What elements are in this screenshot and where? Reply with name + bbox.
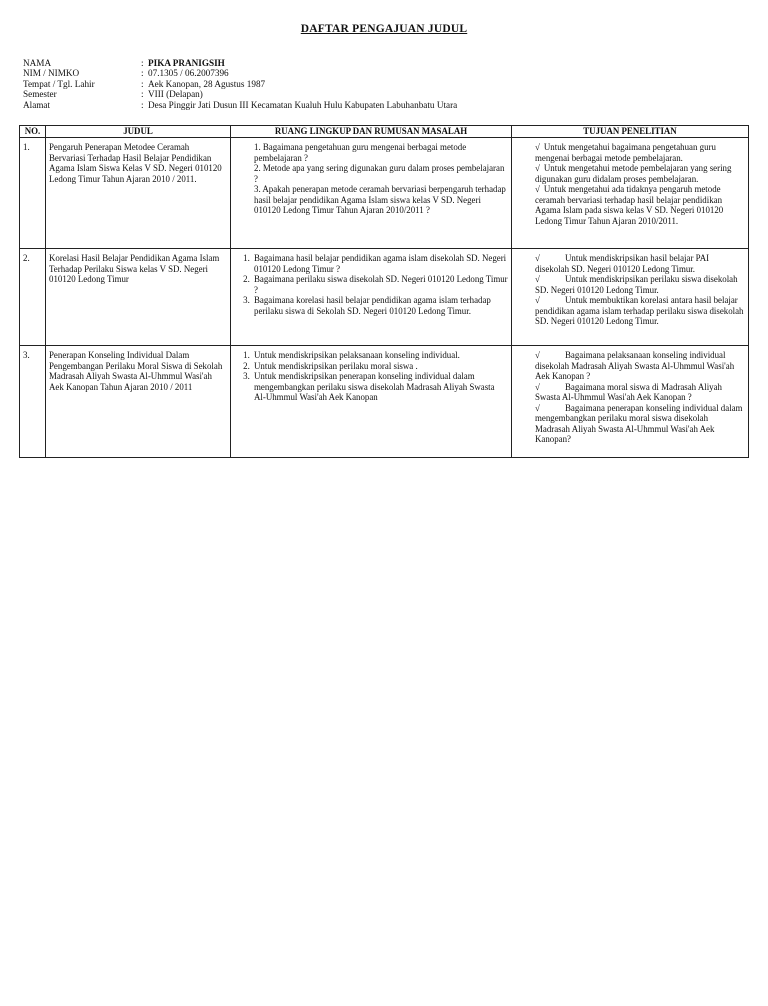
info-value-nim: 07.1305 / 06.2007396 [148, 68, 229, 79]
row-ruang-lingkup [231, 249, 512, 346]
table-row [20, 346, 749, 458]
check-icon: √ [535, 350, 540, 360]
check-icon: √ [535, 163, 540, 173]
row-tujuan [512, 346, 749, 458]
student-info [23, 58, 457, 110]
check-icon: √ [535, 381, 540, 392]
row-tujuan [512, 249, 749, 346]
title-submission-table [19, 125, 749, 458]
info-colon: : [141, 89, 144, 100]
tujuan-item: √ Bagaimana moral siswa di Madrasah Aliyah Swasta Al-Uhmmul Wasi'ah Aek Kanopan ? [535, 381, 722, 402]
check-icon: √ [535, 274, 540, 284]
info-label: Semester [23, 89, 57, 100]
row-number: 3. [20, 346, 46, 458]
check-icon: √ [535, 295, 540, 305]
info-colon: : [141, 78, 144, 89]
header-tujuan: TUJUAN PENELITIAN [512, 126, 749, 138]
info-colon: : [141, 99, 144, 110]
info-row-nim [23, 68, 457, 78]
info-colon: : [141, 58, 144, 68]
info-value-name: PIKA PRANIGSIH [148, 58, 225, 68]
info-label: NAMA [23, 58, 52, 68]
row-judul: Korelasi Hasil Belajar Pendidikan Agama Islam Terhadap Perilaku Siswa kelas V SD. Negeri 010120 Ledong Timur [46, 249, 231, 346]
info-row-birth [23, 79, 457, 89]
header-ruang-lingkup: RUANG LINGKUP DAN RUMUSAN MASALAH [231, 126, 512, 138]
row-ruang-lingkup [231, 138, 512, 249]
tujuan-item: √ Untuk mengetahui bagaimana pengetahuan guru mengenai berbagai metode pembelajaran. [535, 142, 716, 163]
header-no: NO. [20, 126, 46, 138]
ruang-list [234, 253, 508, 316]
info-row-semester [23, 89, 457, 99]
row-number: 1. [20, 138, 46, 249]
ruang-item: 1. Bagaimana pengetahuan guru mengenai berbagai metode pembelajaran ? [254, 142, 467, 163]
table-row [20, 138, 749, 249]
row-judul: Pengaruh Penerapan Metodee Ceramah Bervariasi Terhadap Hasil Belajar Pendidikan Agama Islam Siswa Kelas V SD. Negeri 010120 Ledong Timur Tahun Ajaran 2010 / 2011. [46, 138, 231, 249]
info-label: Tempat / Tgl. Lahir [23, 78, 95, 89]
check-icon: √ [535, 402, 540, 413]
ruang-item: 1. Bagaimana hasil belajar pendidikan agama islam disekolah SD. Negeri 010120 Ledong Timur ? [252, 253, 508, 274]
tujuan-item: √ Untuk mengetahui ada tidaknya pengaruh metode ceramah bervariasi terhadap hasil belajar pendidikan Agama Islam pada siswa kelas V SD. Negeri 010120 Ledong Timur Tahun Ajaran 2010/2011. [535, 184, 724, 226]
tujuan-item: √ Untuk membuktikan korelasi antara hasil belajar pendidikan agama islam terhadap perilaku siswa disekolah SD. Negeri 010120 Ledong Timur. [535, 295, 744, 326]
document-title: DAFTAR PENGAJUAN JUDUL [300, 23, 468, 35]
tujuan-item: √ Untuk mendiskripsikan perilaku siswa disekolah SD. Negeri 010120 Ledong Timur. [535, 274, 738, 295]
check-icon: √ [535, 142, 540, 152]
row-ruang-lingkup [231, 346, 512, 458]
info-value-semester: VIII (Delapan) [148, 89, 203, 100]
tujuan-item: √ Untuk mendiskripsikan hasil belajar PAI disekolah SD. Negeri 010120 Ledong Timur. [535, 253, 710, 274]
ruang-item: 3. Apakah penerapan metode ceramah bervariasi berpengaruh terhadap hasil belajar pendidikan Agama Islam siswa kelas V SD. Negeri 010120 Ledong Timur Tahun Ajaran 2010/2011 ? [254, 184, 506, 215]
ruang-item: 3. Untuk mendiskripsikan penerapan konseling individual dalam mengembangkan perilaku siswa disekolah Madrasah Aliyah Swasta Al-Uhmmul Wasi'ah Aek Kanopan [252, 371, 508, 403]
table-header-row [20, 126, 749, 138]
ruang-item: 2. Metode apa yang sering digunakan guru dalam proses pembelajaran ? [254, 163, 505, 184]
row-judul: Penerapan Konseling Individual Dalam Pengembangan Perilaku Moral Siswa di Sekolah Madrasah Aliyah Swasta Al-Uhmmul Wasi'ah Aek Kanopan Tahun Ajaran 2010 / 2011 [46, 346, 231, 458]
check-icon: √ [535, 184, 540, 194]
ruang-item: 2. Bagaimana perilaku siswa disekolah SD. Negeri 010120 Ledong Timur ? [252, 274, 508, 295]
info-label: NIM / NIMKO [23, 68, 80, 79]
info-row-address [23, 100, 457, 110]
info-label: Alamat [23, 99, 51, 110]
ruang-item: 2. Untuk mendiskripsikan perilaku moral siswa . [252, 361, 508, 372]
info-value-birth: Aek Kanopan, 28 Agustus 1987 [148, 78, 266, 89]
ruang-item: 1. Untuk mendiskripsikan pelaksanaan konseling individual. [252, 350, 508, 361]
header-judul: JUDUL [46, 126, 231, 138]
info-value-address: Desa Pinggir Jati Dusun III Kecamatan Kualuh Hulu Kabupaten Labuhanbatu Utara [148, 99, 458, 110]
table-row [20, 249, 749, 346]
row-tujuan [512, 138, 749, 249]
check-icon: √ [535, 253, 540, 263]
tujuan-item: √ Untuk mengetahui metode pembelajaran yang sering digunakan guru didalam proses pembelajaran. [535, 163, 732, 184]
ruang-item: 3. Bagaimana korelasi hasil belajar pendidikan agama islam terhadap perilaku siswa di Sekolah SD. Negeri 010120 Ledong Timur. [252, 295, 508, 316]
tujuan-item: √ Bagaimana pelaksanaan konseling individual disekolah Madrasah Aliyah Swasta Al-Uhmmul Wasi'ah Aek Kanopan ? [535, 350, 735, 381]
tujuan-item: √ Bagaimana penerapan konseling individual dalam mengembangkan perilaku moral siswa disekolah Madrasah Aliyah Swasta Al-Uhmmul Wasi'ah Aek Kanopan? [535, 402, 743, 444]
info-colon: : [141, 68, 144, 79]
ruang-list [234, 350, 508, 403]
info-row-nama [23, 58, 457, 68]
row-number: 2. [20, 249, 46, 346]
